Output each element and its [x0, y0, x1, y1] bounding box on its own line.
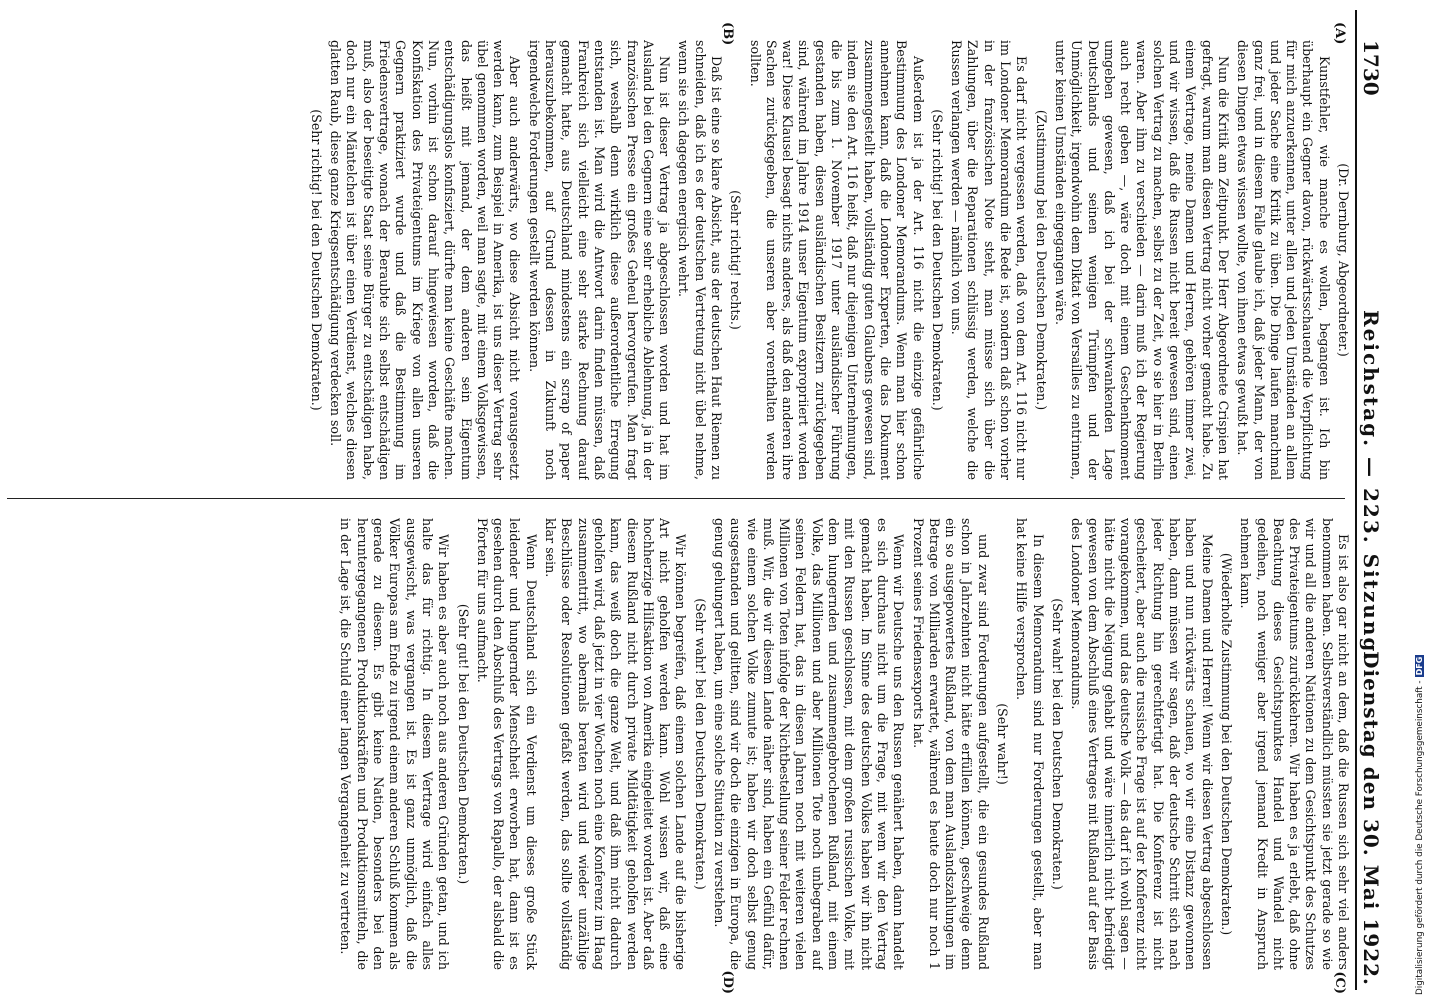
paragraph: Wenn Deutschland sich ein Verdienst um dieses große Stück leidender und hungernder Menschheit erworben hat, dann ist es gesehen durch den Abschluß des Vertrags von Rapallo, der alsbald die Pforten für uns aufmacht. [474, 518, 539, 970]
paragraph: Kunstfehler, wie manche es wollen, begangen ist. Ich bin überhaupt ein Gegner davon, rückwärtsschauend die Verpflichtung für mich anzuerkennen, unter allen und jeden Umständen an allem und jeder Sache eine Kritik zu üben. Die Dinge laufen manchmal ganz frei, und in diesem Falle glaube ich, daß jeder Mann, der von diesen Dingen etwas wissen wollte, von ihnen etwas gewußt hat. [1235, 40, 1332, 480]
paragraph: Aber auch anderwärts, wo diese Absicht nicht vorausgesetzt werden kann, zum Beispiel in Amerika, ist uns dieser Vertrag sehr übel genommen worden, weil man sagte, mit einem Volksgewissen, das heißt mit jemand, der dem anderen sein Eigentum entschädigungslos konfisziert, dürfte man keine Geschäfte machen. Nun, vorhin ist schon darauf hingewiesen worden, daß die Konfiskation des Privateigentums im Kriege von allen unseren Gegnern praktiziert wurde und daß die Bestimmung im Friedensvertrage, wonach der Beraubte sich selbst entschädigen muß, also der beseitigte Staat seine Bürger zu entschädigen habe, doch nur ein Mäntelchen ist über einen Verdienst, welches diesen glatten Raub, diese ganze Kriegsentschädigung verdecken soll. [328, 40, 523, 480]
paragraph: Wir können begreifen, daß einem solchen Lande auf die bisherige Art nicht geholfen werden kann. Wohl wissen wir, daß eine hochherzige Hilfsaktion von Amerika eingeleitet worden ist. Aber daß diesem Rußland nicht durch private Mildtätigkeit geholfen werden kann, das weiß doch die ganze Welt, und daß ihm nicht dadurch geholfen wird, daß jetzt in vier Wochen noch eine Konferenz im Haag zusammentritt, wo abermals beraten wird und wieder unzählige Beschlüsse oder Resolutionen gefaßt werden, das sollte vollständig klar sein. [543, 518, 689, 970]
paragraph: Es darf nicht vergessen werden, daß von dem Art. 116 nicht nur im Londoner Memorandum die Rede ist, sondern daß schon vorher in der französischen Note steht, man müsse sich über die Zahlungen, über die Reparationen schlüssig werden, welche die Russen verlangen werden — nämlich von uns. [949, 40, 1030, 480]
paragraph: In diesem Memorandum sind nur Forderungen gestellt, aber man hat keine Hilfe versprochen. [1014, 518, 1046, 970]
paragraph: und zwar sind Forderungen aufgestellt, die ein gesundes Rußland schon in Jahrzehnten nicht hätte erfüllen können, geschweige denn ein so ausgepowertes Rußland, von dem man Auslandszahlungen im Betrage von Milliarden erwartet, während es heute doch nur noch 1 Prozent seines Friedensexports hat. [910, 518, 991, 970]
interjection: (Sehr gut! bei den Deutschen Demokraten.) [455, 603, 471, 885]
right-column [5, 518, 1351, 970]
paragraph: Nun die Kritik am Zeitpunkt. Der Herr Abgeordnete Crispien hat gefragt, warum man diesen Vertrag nicht vorher gemacht habe. Zu einem Vertrage, meine Damen und Herren, gehören immer zwei, und wir wissen, daß die Russen nicht bereit gewesen sind, einen solchen Vertrag zu machen, selbst zu der Zeit, wo sie hier in Berlin waren. Aber ihm zu verschieden — darin muß ich der Regierung auch recht geben —, wäre doch mit einem Geschenkmoment umgeben gewesen, daß ich bei der schwankenden Lage Deutschlands und seinen wenigen Trümpfen und der Unmöglichkeit, irgendwohin dem Diktat von Versailles zu entrinnen, unter keinen Umständen eingegangen wäre. [1052, 40, 1231, 480]
margin-marker-a: (A) [1332, 22, 1347, 45]
interjection: (Sehr wahr! bei den Deutschen Demokraten.) [692, 598, 708, 890]
column-divider [7, 498, 1345, 499]
credit-text: Digitalisierung gefördert durch die Deutsche Forschungsgemeinschaft - [1415, 680, 1425, 995]
interjection: (Sehr richtig! rechts.) [728, 190, 744, 330]
interjection: (Wiederholte Zustimmung bei den Deutschen Demokraten.) [1218, 552, 1234, 936]
paragraph: Daß ist eine so klare Absicht, aus der deutschen Haut Riemen zu schneiden, daß ich es der deutschen Vertretung nicht übel nehme, wenn sie sich dagegen energisch wehrt. [676, 40, 725, 480]
page-number: 1730 [1359, 40, 1383, 96]
paragraph: Meine Damen und Herren! Wenn wir diesen Vertrag abgeschlossen haben und nun rückwärts schauen, wo wir eine Distanz gewonnen haben, dann müssen wir sagen, daß der deutsche Schritt sich nach jeder Richtung hin gerechtfertigt hat. Die Konferenz ist nicht gescheitert, aber auch die russische Frage ist auf der Konferenz nicht vorangekommen, und das deutsche Volk — das darf ich wohl sagen — hätte nicht die Neigung gehabt und wäre innerlich nicht befriedigt gewesen von dem Abschluß eines Vertrages mit Rußland auf der Basis des Londoner Memorandums. [1069, 518, 1215, 970]
paragraph: Es ist also gar nicht an dem, daß die Russen sich sehr viel anders benommen haben. Selbstverständlich müssten sie jetzt gerade so wie wir und all die anderen Nationen zu dem Gesichtspunkt des Schutzes des Privateigentums zurückkehren. Wir haben es ja erlebt, daß ohne Beachtung dieses Gesichtspunktes Handel und Wandel nicht gedeihen, noch weniger aber irgend jemand Kredit in Anspruch nehmen kann. [1238, 518, 1351, 970]
margin-marker-d: (D) [720, 970, 735, 994]
interjection: (Sehr wahr!) [995, 703, 1011, 785]
interjection: (Sehr richtig! bei den Deutschen Demokraten.) [308, 109, 324, 411]
interjection: (Sehr wahr! bei den Deutschen Demokraten.) [1049, 598, 1065, 890]
speaker-line: (Dr. Dernburg, Abgeordneter.) [1336, 163, 1351, 357]
dfg-logo: DFG [1415, 656, 1424, 676]
paragraph: Außerdem ist ja der Art. 116 nicht die einzige gefährliche Bestimmung des Londoner Memorandums. Wenn man hier schon annehmen kann, daß die Londoner Experten, die das Dokument zusammengestellt haben, vollständig guten Glaubens gewesen sind, indem sie den Art. 116 heißt, daß nur diejenigen Unternehmungen, die bis zum 1. November 1917 unter ausländischer Führung gestanden haben, diesen ausländischen Besitzern zurückgegeben sind, während im Jahre 1914 unser Eigentum expropriiert worden war! Diese Klausel besagt nichts anderes, als daß den anderen ihre Sachen zurückgegeben, die unseren aber vorenthalten werden sollten. [747, 40, 926, 480]
interjection: (Sehr richtig! bei den Deutschen Demokraten.) [929, 109, 945, 411]
paragraph: Wir haben es aber auch noch aus anderen Gründen getan, und ich halte das für richtig. In diesem Vertrage wird einfach alles ausgewischt, was vergangen ist. Es ist ganz unmöglich, daß die Völker Europas am Ende zu irgend einem anderen Schluß kommen als gerade zu diesem. Es gibt keine Nation, besonders bei den heruntergegangenen Produktionskräften und Produktionsmitteln, die in der Lage ist, die Schuld einer langen Vergangenheit zu vertreten. [338, 518, 452, 970]
margin-marker-c: (C) [1332, 971, 1347, 994]
session-date: Dienstag den 30. Mai 1922. [1359, 651, 1383, 986]
session-title: Reichstag. — 223. Sitzung. [1359, 310, 1383, 663]
interjection: (Zustimmung bei den Deutschen Demokraten.) [1033, 109, 1049, 411]
page-header [1355, 10, 1387, 990]
digitization-credit [1412, 0, 1434, 1000]
margin-marker-b: (B) [720, 22, 735, 46]
paragraph: Nun ist dieser Vertrag ja abgeschlossen worden und hat im Ausland bei den Gegnern eine sehr erhebliche Ablehnung, ja in der französischen Presse ein großes Geheul hervorgerufen. Man fragt sich, weshalb denn wirklich diese außerordentliche Erregung entstanden ist. Man wird die Antwort darin finden müssen, daß Frankreich sich vielleicht eine sehr starke Rechnung darauf gemacht hatte, aus Deutschland mindestens ein scrap of paper herauszubekommen, auf Grund dessen in Zukunft noch irgendwelche Forderungen gestellt werden können. [526, 40, 673, 480]
left-column [5, 40, 1351, 480]
paragraph: Wenn wir Deutsche uns den Russen genähert haben, dann handelt es sich durchaus nicht um die Frage, mit wem wir den Vertrag gemacht haben. Im Sinne des deutschen Volkes haben wir ihn nicht mit den Russen geschlossen, mit dem großen russischen Volke, mit dem hungernden und zusammengebrochenen Rußland, mit einem Volke, das Millionen und aber Millionen Tote noch unbegraben auf seinen Feldern hat, das in diesen Jahren noch mit weiteren vielen Millionen von Toten infolge der Nichtbestellung seiner Felder rechnen muß. Wir, die wir diesem Lande näher sind, haben ein Gefühl dafür, wie einem solchen Volke zumute ist; haben wir doch selbst genug ausgestanden und gelitten, sind wir doch die einzigen in Europa, die genug gehungert haben, um eine solche Situation zu verstehen. [712, 518, 907, 970]
